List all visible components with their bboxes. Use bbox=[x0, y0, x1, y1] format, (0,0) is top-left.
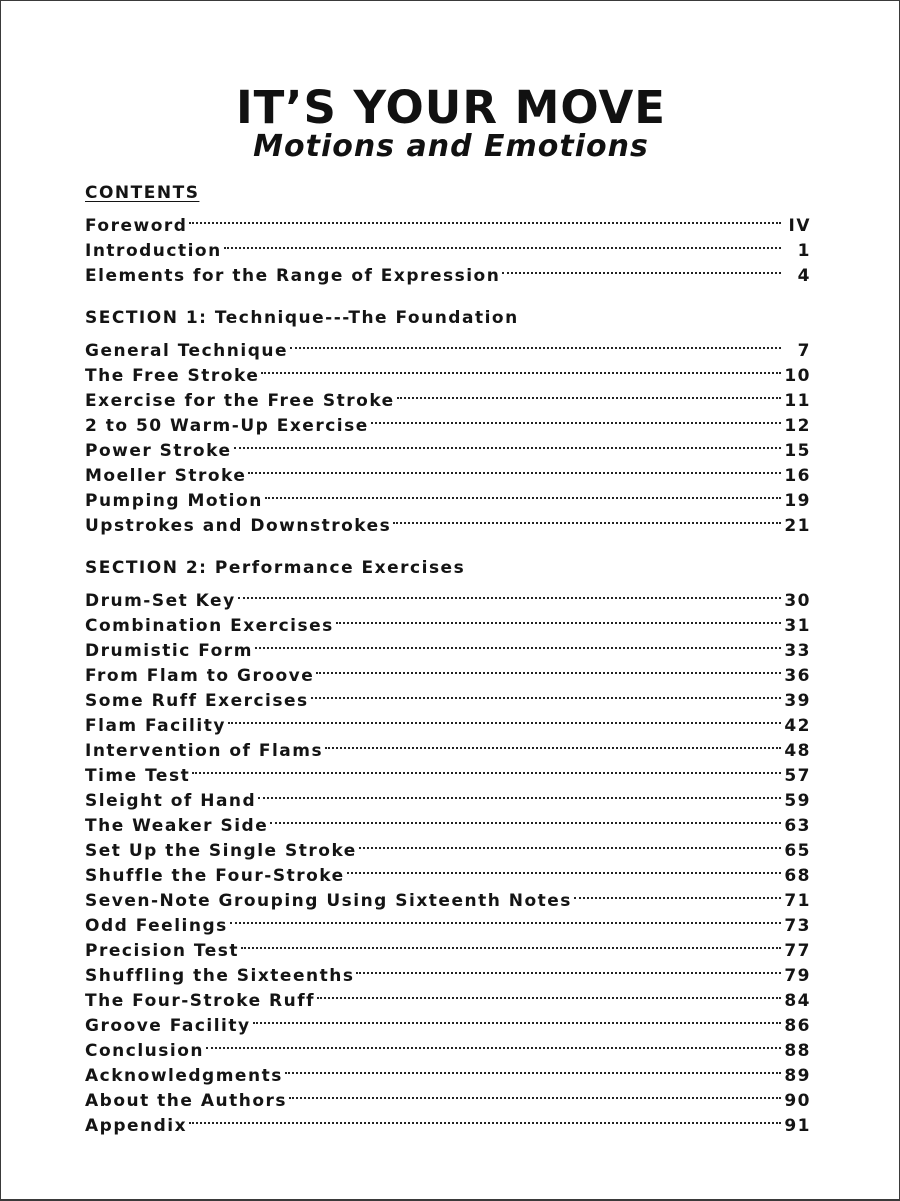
toc-entry-page: 90 bbox=[784, 1091, 811, 1111]
toc-entry-label: The Weaker Side bbox=[85, 816, 269, 836]
section-1-heading: SECTION 1: Technique---The Foundation bbox=[85, 308, 519, 328]
toc-entry-page: 57 bbox=[784, 766, 811, 786]
toc-entry-page: 86 bbox=[784, 1016, 811, 1036]
toc-entry-label: Foreword bbox=[85, 216, 188, 236]
toc-entry-label: Set Up the Single Stroke bbox=[85, 841, 357, 861]
toc-entry-page: 91 bbox=[784, 1116, 811, 1136]
toc-entry-label: Upstrokes and Downstrokes bbox=[85, 516, 392, 536]
toc-entry-label: Moeller Stroke bbox=[85, 466, 247, 486]
front-matter-list bbox=[85, 206, 811, 286]
book-title: IT’S YOUR MOVE bbox=[235, 81, 667, 134]
dot-leader bbox=[347, 856, 781, 881]
dot-leader bbox=[228, 706, 781, 731]
dot-leader bbox=[311, 681, 781, 706]
toc-entry-label: Exercise for the Free Stroke bbox=[85, 391, 395, 411]
toc-entry-label: Drum-Set Key bbox=[85, 591, 236, 611]
dot-leader bbox=[241, 931, 781, 956]
dot-leader bbox=[189, 1106, 781, 1131]
dot-leader bbox=[317, 981, 781, 1006]
dot-leader bbox=[371, 406, 781, 431]
toc-entry-label: Pumping Motion bbox=[85, 491, 263, 511]
toc-entry-label: Shuffling the Sixteenths bbox=[85, 966, 355, 986]
dot-leader bbox=[255, 631, 781, 656]
book-subtitle: Motions and Emotions bbox=[253, 129, 649, 164]
toc-entry-page: 84 bbox=[784, 991, 811, 1011]
dot-leader bbox=[289, 1081, 781, 1106]
section-2-list bbox=[85, 581, 811, 1136]
toc-entry-page: 77 bbox=[784, 941, 811, 961]
toc-entry-label: The Four-Stroke Ruff bbox=[85, 991, 316, 1011]
toc-entry-label: Acknowledgments bbox=[85, 1066, 283, 1086]
dot-leader bbox=[502, 256, 781, 281]
toc-entry-page: 48 bbox=[784, 741, 811, 761]
toc-entry-foreword bbox=[85, 206, 811, 236]
section-1-list bbox=[85, 331, 811, 536]
toc-entry bbox=[85, 1106, 811, 1136]
toc-entry-page: 73 bbox=[784, 916, 811, 936]
contents-heading: CONTENTS bbox=[85, 183, 200, 203]
toc-entry-page: 63 bbox=[784, 816, 811, 836]
toc-entry-page: 65 bbox=[784, 841, 811, 861]
dot-leader bbox=[285, 1056, 781, 1081]
toc-entry-page: 89 bbox=[784, 1066, 811, 1086]
toc-entry bbox=[85, 581, 811, 611]
toc-entry bbox=[85, 756, 811, 786]
toc-entry-label: Precision Test bbox=[85, 941, 240, 961]
dot-leader bbox=[238, 581, 781, 606]
dot-leader bbox=[234, 431, 782, 456]
dot-leader bbox=[230, 906, 781, 931]
toc-entry-label: Introduction bbox=[85, 241, 222, 261]
dot-leader bbox=[248, 456, 781, 481]
toc-entry-label: Time Test bbox=[85, 766, 191, 786]
dot-leader bbox=[192, 756, 781, 781]
toc-entry-page: 19 bbox=[784, 491, 811, 511]
toc-entry-page: 39 bbox=[784, 691, 811, 711]
dot-leader bbox=[206, 1031, 781, 1056]
dot-leader bbox=[356, 956, 781, 981]
toc-entry bbox=[85, 781, 811, 811]
toc-entry-page: 1 bbox=[797, 241, 811, 261]
toc-entry-page: 15 bbox=[784, 441, 811, 461]
toc-entry-label: Power Stroke bbox=[85, 441, 232, 461]
toc-entry-page: 16 bbox=[784, 466, 811, 486]
toc-entry-label: Sleight of Hand bbox=[85, 791, 257, 811]
toc-entry-page: 30 bbox=[784, 591, 811, 611]
toc-entry-label: Conclusion bbox=[85, 1041, 204, 1061]
toc-entry-page: 4 bbox=[797, 266, 811, 286]
dot-leader bbox=[359, 831, 781, 856]
toc-entry-label: Appendix bbox=[85, 1116, 188, 1136]
toc-entry-page: 71 bbox=[784, 891, 811, 911]
dot-leader bbox=[265, 481, 781, 506]
toc-entry-label: The Free Stroke bbox=[85, 366, 260, 386]
toc-entry-page: 33 bbox=[784, 641, 811, 661]
dot-leader bbox=[397, 381, 781, 406]
toc-entry-page: 7 bbox=[797, 341, 811, 361]
toc-entry-label: Elements for the Range of Expression bbox=[85, 266, 501, 286]
toc-entry-page: 88 bbox=[784, 1041, 811, 1061]
toc-entry-page: IV bbox=[788, 216, 811, 236]
dot-leader bbox=[290, 331, 781, 356]
dot-leader bbox=[574, 881, 781, 906]
toc-entry-label: Some Ruff Exercises bbox=[85, 691, 309, 711]
toc-entry-page: 59 bbox=[784, 791, 811, 811]
toc-entry-introduction bbox=[85, 231, 811, 261]
toc-entry-label: Seven-Note Grouping Using Sixteenth Notes bbox=[85, 891, 572, 911]
toc-entry-page: 68 bbox=[784, 866, 811, 886]
dot-leader bbox=[189, 206, 781, 231]
dot-leader bbox=[336, 606, 781, 631]
dot-leader bbox=[270, 806, 781, 831]
section-2-heading: SECTION 2: Performance Exercises bbox=[85, 558, 466, 578]
toc-entry-label: General Technique bbox=[85, 341, 288, 361]
dot-leader bbox=[325, 731, 781, 756]
toc-entry bbox=[85, 331, 811, 361]
dot-leader bbox=[393, 506, 781, 531]
dot-leader bbox=[253, 1006, 781, 1031]
toc-entry-label: From Flam to Groove bbox=[85, 666, 315, 686]
toc-entry-label: 2 to 50 Warm-Up Exercise bbox=[85, 416, 369, 436]
toc-entry-page: 79 bbox=[784, 966, 811, 986]
toc-entry-label: About the Authors bbox=[85, 1091, 287, 1111]
toc-entry-label: Flam Facility bbox=[85, 716, 226, 736]
dot-leader bbox=[316, 656, 781, 681]
toc-entry-label: Intervention of Flams bbox=[85, 741, 324, 761]
toc-entry-page: 21 bbox=[784, 516, 811, 536]
toc-entry-label: Shuffle the Four-Stroke bbox=[85, 866, 345, 886]
dot-leader bbox=[258, 781, 781, 806]
toc-entry-page: 10 bbox=[784, 366, 811, 386]
toc-entry-page: 42 bbox=[784, 716, 811, 736]
toc-entry-label: Groove Facility bbox=[85, 1016, 251, 1036]
toc-entry-page: 12 bbox=[784, 416, 811, 436]
toc-entry-page: 36 bbox=[784, 666, 811, 686]
toc-entry-page: 31 bbox=[784, 616, 811, 636]
toc-entry-label: Combination Exercises bbox=[85, 616, 334, 636]
table-of-contents bbox=[85, 181, 811, 1136]
toc-entry-page: 11 bbox=[784, 391, 811, 411]
dot-leader bbox=[224, 231, 781, 256]
toc-entry-label: Odd Feelings bbox=[85, 916, 228, 936]
toc-entry-label: Drumistic Form bbox=[85, 641, 253, 661]
dot-leader bbox=[261, 356, 781, 381]
